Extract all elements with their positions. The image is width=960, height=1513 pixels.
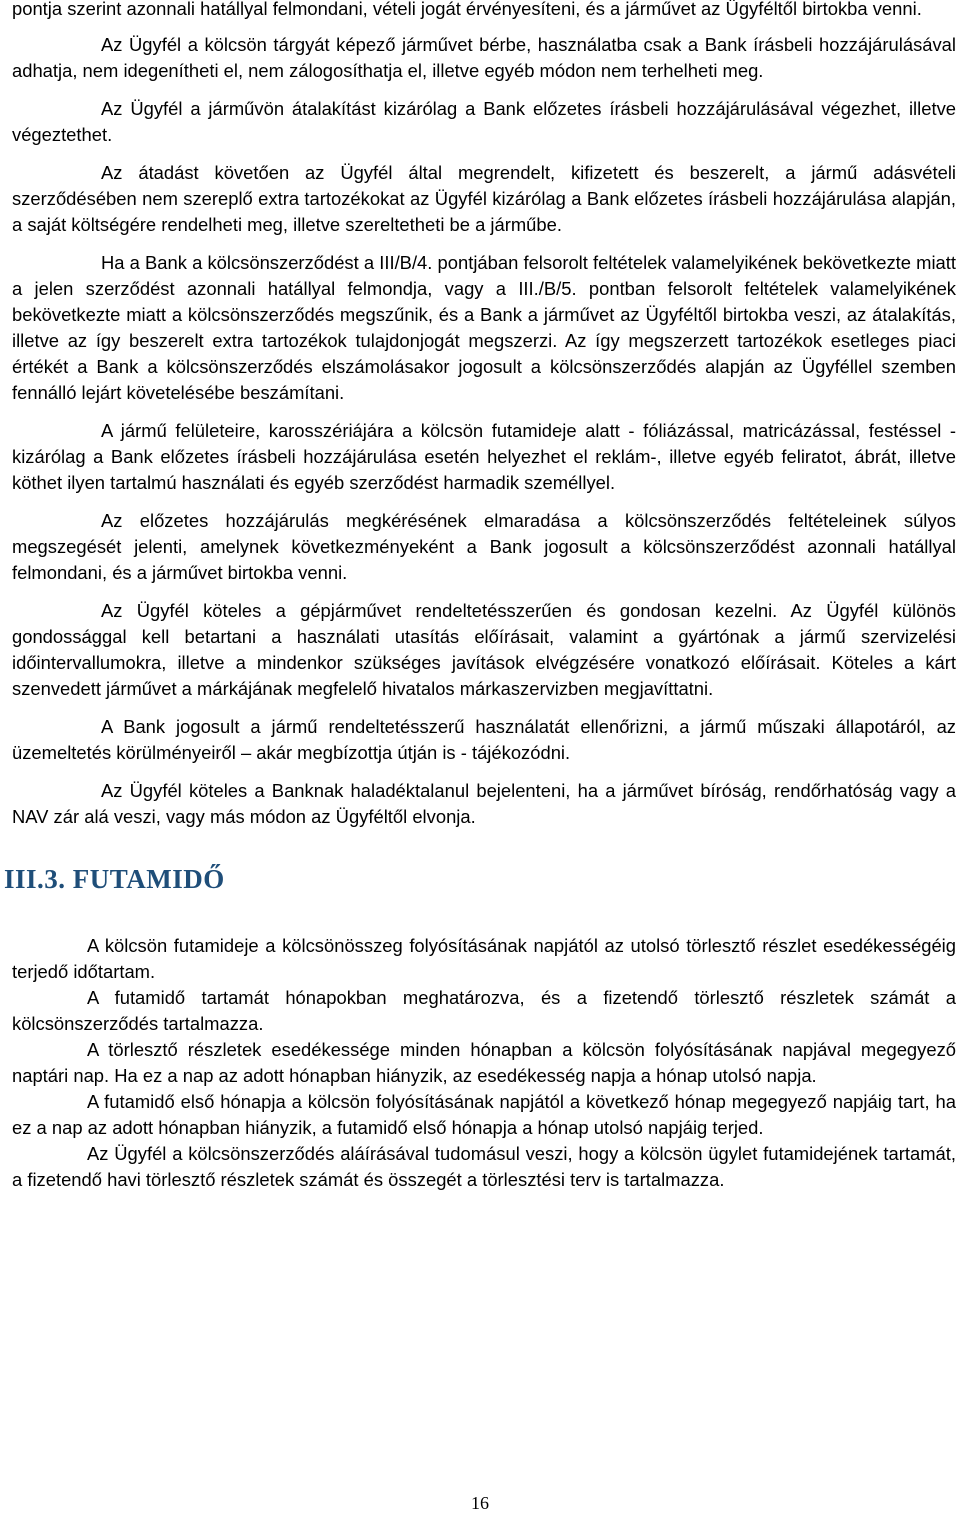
section-heading: III.3. FUTAMIDŐ <box>4 864 225 894</box>
paragraph-repayment-plan: Az Ügyfél a kölcsönszerződés aláírásával tudomásul veszi, hogy a kölcsön ügylet futamidejének tartamát, a fizetendő havi törlesztő részletek számát és összegét a törlesztési terv is tartalmazza. <box>12 1143 956 1190</box>
paragraph-term-months: A futamidő tartamát hónapokban meghatározva, és a fizetendő törlesztő részletek számát a kölcsönszerződés tartalmazza. <box>12 987 956 1034</box>
paragraph-seizure: Az Ügyfél köteles a Banknak haladéktalanul bejelenteni, ha a járművet bíróság, rendőrhatóság vagy a NAV zár alá veszi, vagy más módon az Ügyféltől elvonja. <box>12 780 956 827</box>
paragraph-installment-due: A törlesztő részletek esedékessége minden hónapban a kölcsön folyósításának napjával megegyező naptári nap. Ha ez a nap az adott hónapban hiányzik, az esedékesség napja a hónap utolsó napja. <box>12 1039 956 1086</box>
paragraph-modification: Az Ügyfél a járművön átalakítást kizárólag a Bank előzetes írásbeli hozzájárulásával végezhet, illetve végeztethet. <box>12 98 956 145</box>
paragraph-termination: Ha a Bank a kölcsönszerződést a III/B/4. pontjában felsorolt feltételek valamelyikének bekövetkezte miatt a jelen szerződést azonnali hatállyal felmondja, vagy a III./B/5. pontban felsorolt feltételek valamelyikének bekövetkezte miatt a kölcsönszerződés megszűnik, és a Bank a járművet az Ügyféltől birtokba veszi, az átalakítás, illetve az így beszerelt extra tartozékok tulajdonjogát megszerzi. Az így megszerzett tartozékok esetleges piaci értékét a Bank a kölcsönszerződés elszámolásakor jogosult a kölcsönszerződés alapján az Ügyféllel szemben fennálló lejárt követelésébe beszámítani. <box>12 252 956 403</box>
page-number: 16 <box>471 1493 489 1513</box>
paragraph-extra-accessories: Az átadást követően az Ügyfél által megrendelt, kifizetett és beszerelt, a jármű adásvételi szerződésében nem szereplő extra tartozékokat az Ügyfél kizárólag a Bank előzetes írásbeli hozzájárulása alapján, a saját költségére rendelheti meg, illetve szereltetheti be a járműbe. <box>12 162 956 235</box>
paragraph-consent-breach: Az előzetes hozzájárulás megkérésének elmaradása a kölcsönszerződés feltételeinek súlyos megszegését jelenti, amelynek következményeként a Bank jogosult a kölcsönszerződést azonnali hatállyal felmondani, és a járművet birtokba venni. <box>12 510 956 583</box>
paragraph-continuation: pontja szerint azonnali hatállyal felmondani, vételi jogát érvényesíteni, és a járművet az Ügyféltől birtokba venni. <box>12 0 922 19</box>
paragraph-maintenance: Az Ügyfél köteles a gépjárművet rendeltetésszerűen és gondosan kezelni. Az Ügyfél különös gondossággal kell betartani a használati utasítás előírásait, valamint a gyártónak a jármű szervizelési időintervallumokra, illetve a mindenkor szükséges javítások elvégzésére vonatkozó előírásait. Köteles a kárt szenvedett járművet a márkájának megfelelő hivatalos márkaszervizben megjavíttatni. <box>12 600 956 699</box>
paragraph-inspection: A Bank jogosult a jármű rendeltetésszerű használatát ellenőrizni, a jármű műszaki állapotáról, az üzemeltetés körülményeiről – akár megbízottja útján is - tájékozódni. <box>12 716 956 763</box>
paragraph-advertising: A jármű felületeire, karosszériájára a kölcsön futamideje alatt - fóliázással, matricázással, festéssel - kizárólag a Bank előzetes írásbeli hozzájárulása esetén helyezhet el reklám-, illetve egyéb feliratot, ábrát, illetve köthet ilyen tartalmú használati és egyéb szerződést harmadik személlyel. <box>12 420 956 493</box>
paragraph-vehicle-use: Az Ügyfél a kölcsön tárgyát képező járművet bérbe, használatba csak a Bank írásbeli hozzájárulásával adhatja, nem idegenítheti el, nem zálogosíthatja el, illetve egyéb módon nem terhelheti meg. <box>12 34 956 81</box>
paragraph-first-month: A futamidő első hónapja a kölcsön folyósításának napjától a következő hónap megegyező napjáig tart, ha ez a nap az adott hónapban hiányzik, a futamidő első hónapja a hónap utolsó napjáig terjed. <box>12 1091 956 1138</box>
paragraph-term-definition: A kölcsön futamideje a kölcsönösszeg folyósításának napjától az utolsó törlesztő részlet esedékességéig terjedő időtartam. <box>12 935 956 982</box>
document-body <box>4 0 956 1193</box>
